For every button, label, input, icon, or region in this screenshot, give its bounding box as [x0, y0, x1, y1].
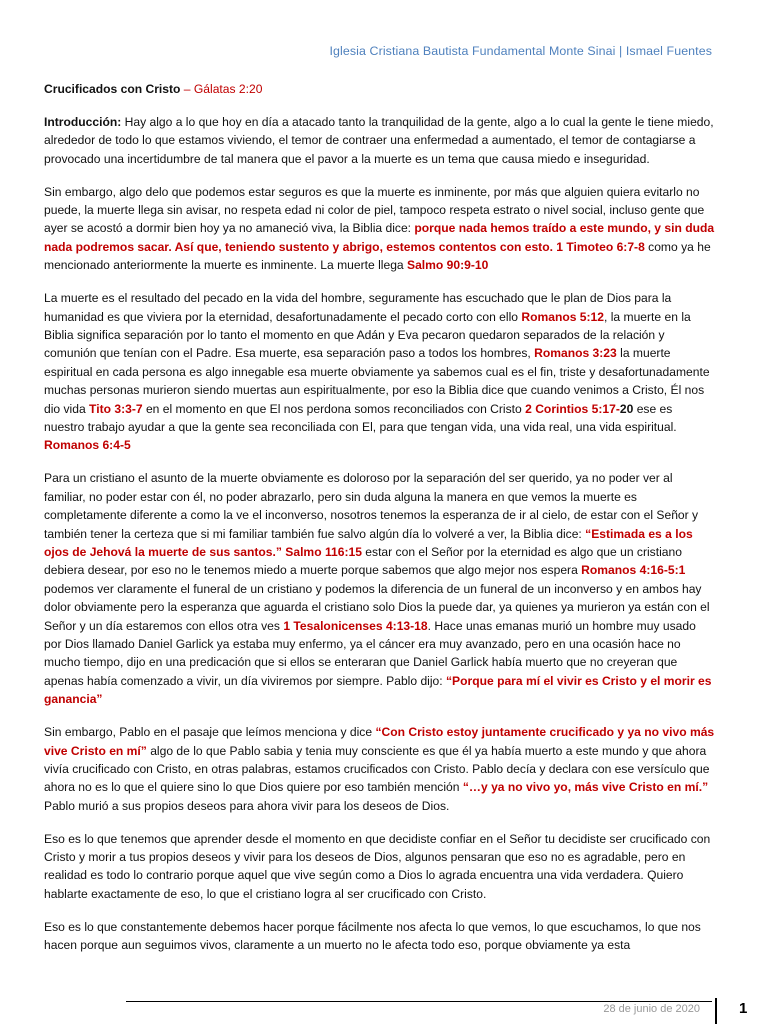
paragraph-4	[44, 469, 716, 708]
p3-ref-corintios-end: 20	[619, 401, 634, 416]
p2-text-2: como ya he mencionado anteriormente la muerte es inminente. La muerte llega	[44, 239, 711, 273]
footer-date: 28 de junio de 2020	[603, 1003, 700, 1015]
p3-text-1: La muerte es el resultado del pecado en la vida del hombre, seguramente has escuchado que le plan de Dios para la humanidad es que viviera por la eternidad, desafortunadamente el pecado corto con ello	[44, 291, 672, 324]
p2-text-1: Sin embargo, algo delo que podemos estar seguros es que la muerte es inminente, por más que alguien quiera evitarlo no puede, la muerte llega sin avisar, no respeta edad ni color de piel, tampoco respeta estrato o nivel social, incluso gente que ayer se acostó a dormir bien hoy ya no amaneció viva, la Biblia dice:	[44, 184, 705, 236]
title-separator: –	[180, 82, 194, 96]
p4-quote-pablo: “Porque para mí el vivir es Cristo y el morir es ganancia”	[44, 673, 712, 707]
p3-ref-tito: Tito 3:3-7	[89, 401, 143, 416]
p3-text-3: la muerte espiritual en cada persona es algo innegable esa muerte obviamente ya sabemos cual es el fin, triste y desafortunadamente muchas personas murieron siendo muertas aun espiritualmente, por eso la Biblia dice que cuando venimos a Cristo, Él nos dio vida	[44, 346, 710, 416]
p5-text-1: Sin embargo, Pablo en el pasaje que leímos menciona y dice	[44, 725, 376, 740]
p4-ref-romanos-4: Romanos 4:16-5:1	[581, 563, 686, 578]
p3-ref-romanos-3: Romanos 3:23	[534, 346, 617, 361]
paragraph-7: Eso es lo que constantemente debemos hacer porque fácilmente nos afecta lo que vemos, lo que escuchamos, lo que nos hacen porque aun seguimos vivos, claramente a un muerto no le afecta todo eso, porque obviamente ya esta	[44, 919, 701, 953]
p3-ref-corintios: 2 Corintios 5:17-	[525, 401, 620, 416]
p4-ref-tesalonicenses: 1 Tesalonicenses 4:13-18	[283, 618, 428, 633]
p4-quote-salmo: “Estimada es a los ojos de Jehová la muerte de sus santos.” Salmo 116:15	[44, 526, 693, 559]
paragraph-6: Eso es lo que tenemos que aprender desde el momento en que decidiste confiar en el Señor tu decidiste ser crucificado con Cristo y morir a tus propios deseos y vivir para los deseos de Dios, algunos pensaran que eso no es agradable, pero en realidad es todo lo contrario porque aquel que vive según como a Dios lo agrada encuentra una vida verdadera. Quiero hablarte exactamente de eso, lo que el cristiano logra al ser crucificado con Cristo.	[44, 831, 711, 901]
paragraph-2	[44, 183, 716, 275]
p2-ref-salmo: Salmo 90:9-10	[407, 258, 489, 273]
p4-text-2: estar con el Señor por la eternidad es algo que un cristiano debiera desear, por eso no le tenemos miedo a muerte porque sabemos que algo mejor nos espera	[44, 544, 682, 578]
p4-text-3: podemos ver claramente el funeral de un cristiano y podemos la diferencia de un funeral de un inconverso y en ambos hay dolor obviamente pero la esperanza que aguarda el cristiano solo Dios la puede dar, ya quienes ya murieron ya están con el Señor y un día estaremos con ellos otra ves	[44, 581, 710, 633]
p3-text-2: , la muerte en la Biblia significa separación por lo tanto el momento en que Adán y Eva pecaron quedaron separados de la relación y comunión que tenían con el Padre. Esa muerte, esa separación paso a todos los hombres,	[44, 309, 691, 361]
p5-quote-2: “…y ya no vivo yo, más vive Cristo en mí.”	[462, 780, 709, 795]
page-number: 1	[715, 998, 768, 1024]
p5-quote-1: “Con Cristo estoy juntamente crucificado y ya no vivo más vive Cristo en mí”	[44, 725, 715, 758]
p3-ref-romanos-5: Romanos 5:12	[521, 309, 605, 324]
footer-divider	[126, 1001, 712, 1002]
p4-text-4: . Hace unas emanas murió un hombre muy usado por Dios llamado Daniel Garlick ya estaba muy enfermo, ya el cáncer era muy avanzado, pero en una ocasión hace no mucho tiempo, dijo en una predicación que si ellos se enteraran que Daniel Garlick había muerto que no creyeran que apenas había comenzado a vivir, un día viviremos por siempre. Pablo dijo:	[44, 618, 696, 688]
paragraph-introduction	[44, 113, 716, 168]
p5-text-2: algo de lo que Pablo sabia y tenia muy consciente es que él ya había muerto a este mundo y que ahora vivía crucificado con Cristo, en otras palabras, estamos crucificados con Cristo. Pablo decía y declara con ese versículo que ahora no es lo que el quiere sino lo que Dios quiere por eso también mención	[44, 743, 710, 795]
p2-quote-timoteo: porque nada hemos traído a este mundo, y sin duda nada podremos sacar. Así que, teniendo sustento y abrigo, estemos contentos con esto. 1 Timoteo 6:7-8	[44, 221, 715, 254]
sermon-title	[44, 80, 716, 98]
paragraph-5	[44, 723, 716, 815]
intro-text: Hay algo a lo que hoy en día a atacado tanto la tranquilidad de la gente, algo a lo cual la gente le tiene miedo, alrededor de todo lo que estamos viviendo, el temor de contraer una enfermedad a aumentado, el temor de contagiarse a provocado una incertidumbre de tal manera que el pavor a la muerte es un tema que causa miedo e inseguridad.	[44, 114, 714, 166]
intro-label: Introducción:	[44, 114, 122, 129]
p3-ref-romanos-6: Romanos 6:4-5	[44, 438, 131, 453]
paragraph-3	[44, 289, 716, 455]
p3-text-5: ese es nuestro trabajo ayudar a que la gente sea reconciliada con El, para que tengan vida, una vida real, una vida espiritual.	[44, 401, 677, 434]
document-body	[44, 80, 716, 969]
title-text: Crucificados con Cristo	[44, 82, 181, 96]
p5-text-3: Pablo murió a sus propios deseos para ahora vivir para los deseos de Dios.	[44, 798, 450, 813]
p3-text-4: en el momento en que El nos perdona somos reconciliados con Cristo	[142, 401, 526, 416]
title-reference: Gálatas 2:20	[193, 82, 263, 96]
page-header: Iglesia Cristiana Bautista Fundamental Monte Sinai | Ismael Fuentes	[329, 44, 712, 58]
p4-text-1: Para un cristiano el asunto de la muerte obviamente es doloroso por la separación del ser querido, ya no poder ver al familiar, no poder estar con él, no poder abrazarlo, pero sin duda alguna la manera en que vemos la muerte es completamente diferente a como la ve el inconverso, nosotros tenemos la esperanza de ir al cielo, de estar con el Señor y también tener la certeza que si mi familiar también fue salvo algún día lo volveré a ver, la Biblia dice:	[44, 471, 699, 541]
